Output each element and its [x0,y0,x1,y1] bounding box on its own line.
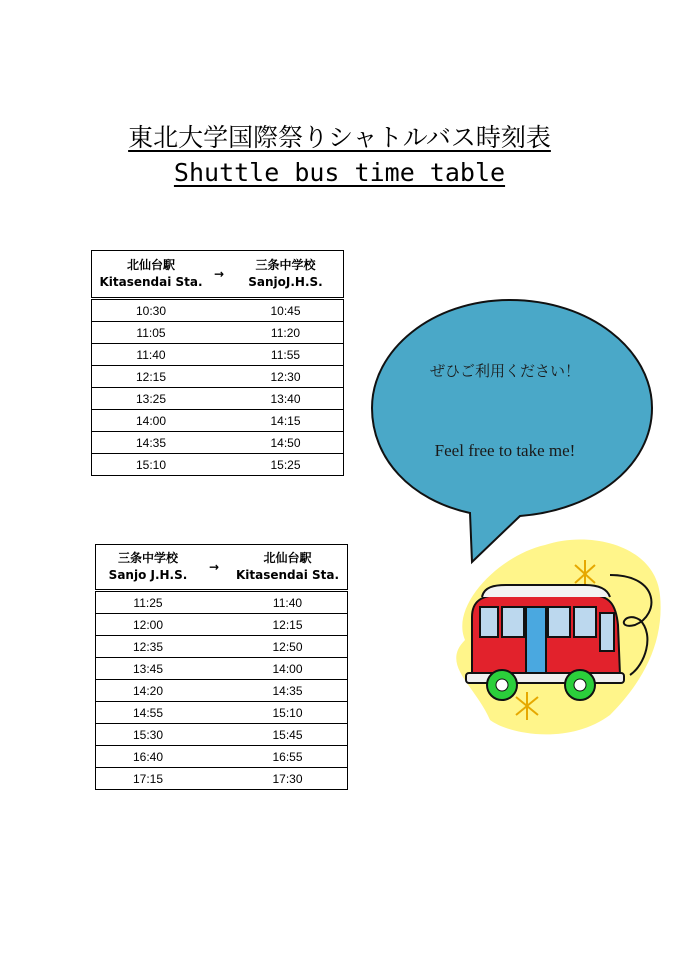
departure-time: 12:15 [92,366,211,388]
departure-time: 11:25 [96,591,201,614]
arrival-time: 15:25 [270,457,301,472]
bus-window-shape [502,607,524,637]
departure-time: 13:45 [96,658,201,680]
bus-window-shape [548,607,570,637]
departure-time: 12:00 [96,614,201,636]
bus-illustration [420,535,670,735]
arrival-time: 12:15 [228,614,348,636]
arrival-time: 12:30 [228,366,344,388]
departure-time: 10:30 [92,299,211,322]
arrival-time: 10:45 [228,299,344,322]
arrival-time: 15:45 [228,724,348,746]
speech-bubble-shape [372,300,652,562]
bus-door-shape [526,607,546,673]
page-title-english: Shuttle bus time table [173,158,506,187]
bus-window-shape [480,607,498,637]
arrival-time: 11:20 [228,322,344,344]
departure-time: 15:30 [96,724,201,746]
arrival-time: 16:55 [228,746,348,768]
page-title-japanese: 東北大学国際祭りシャトルバス時刻表 [128,123,551,152]
departure-time: 13:25 [92,388,211,410]
departure-time: 16:40 [96,746,201,768]
departure-time: 14:20 [96,680,201,702]
arrival-time: 11:40 [228,591,348,614]
departure-time: 12:35 [96,636,201,658]
departure-time: 15:10 [135,457,167,472]
arrival-time: 14:35 [228,680,348,702]
arrival-time: 14:00 [228,658,348,680]
arrow-icon: → [200,545,228,591]
departure-time: 14:55 [96,702,201,724]
arrival-time: 17:30 [272,771,303,786]
arrival-time: 11:55 [228,344,344,366]
to-station-header: 北仙台駅 Kitasendai Sta. [228,545,348,591]
arrow-icon: → [210,251,228,299]
to-station-header: 三条中学校 SanjoJ.H.S. [228,251,344,299]
bus-window-shape [574,607,596,637]
departure-time: 14:00 [92,410,211,432]
from-station-header: 北仙台駅 Kitasendai Sta. [92,251,211,299]
arrival-time: 12:50 [228,636,348,658]
bubble-text-japanese: ぜひご利用ください！ [429,362,580,380]
from-station-header: 三条中学校 Sanjo J.H.S. [96,545,201,591]
departure-time: 11:05 [92,322,211,344]
arrival-time: 14:15 [228,410,344,432]
bubble-text-english: Feel free to take me! [434,441,576,460]
departure-time: 14:35 [92,432,211,454]
arrival-time: 15:10 [228,702,348,724]
arrival-time: 14:50 [228,432,344,454]
departure-time: 11:40 [92,344,211,366]
arrival-time: 13:40 [228,388,344,410]
departure-time: 17:15 [132,771,164,786]
